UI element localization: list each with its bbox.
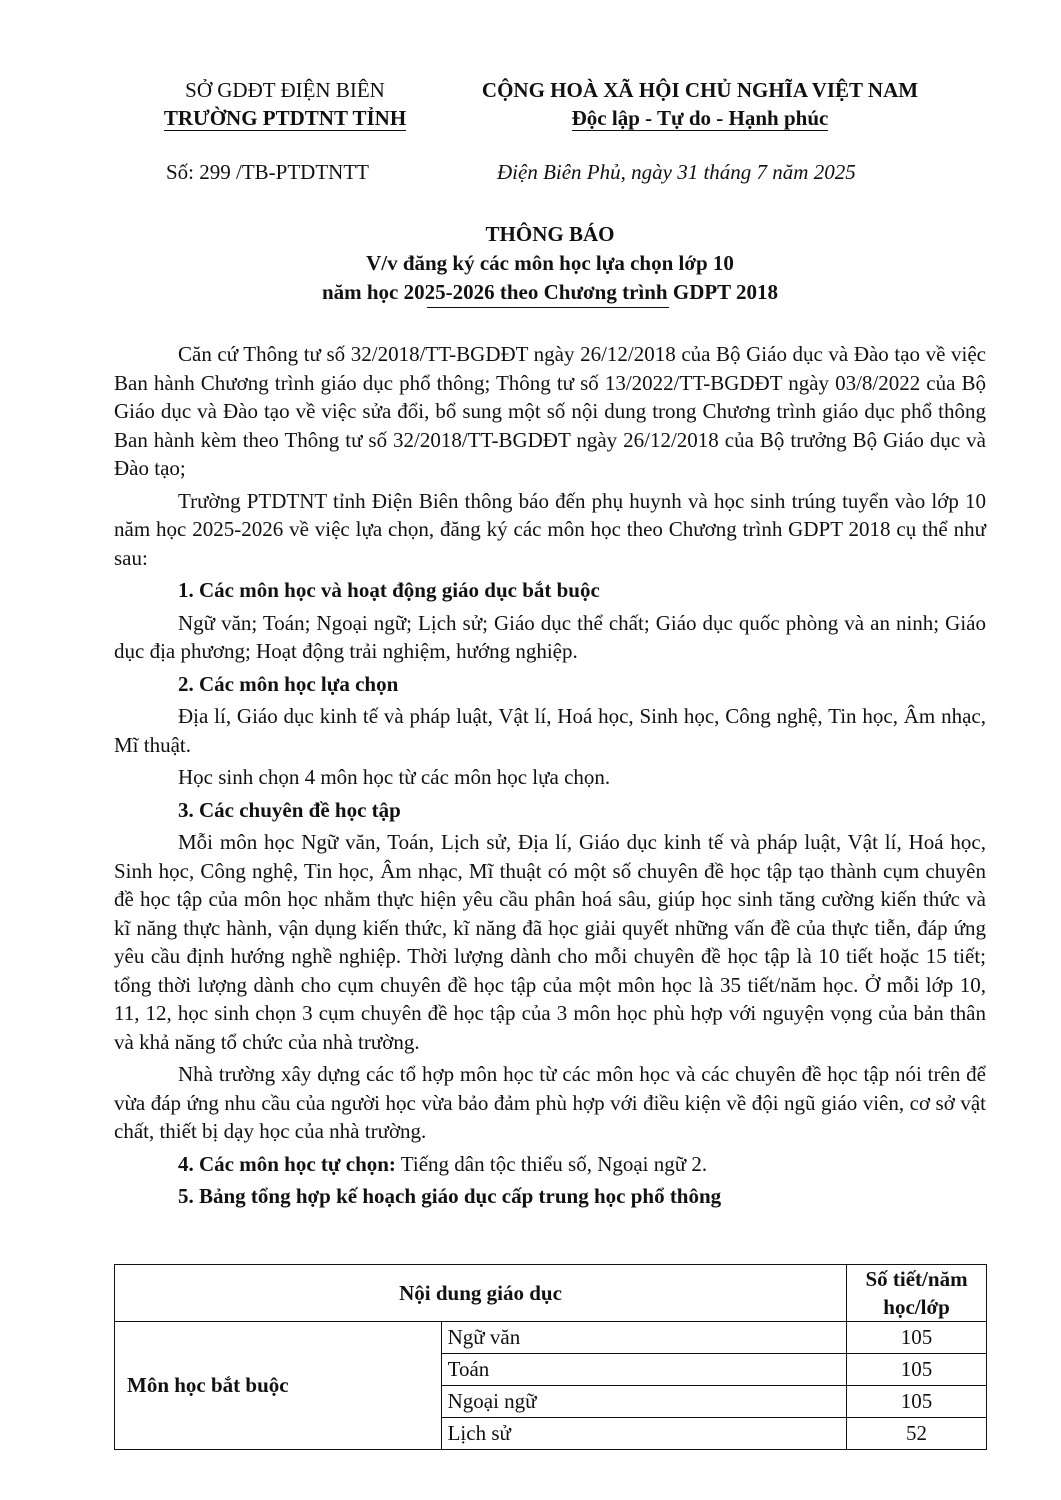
doc-number-suffix: /TB-PTDTNTT <box>236 160 369 184</box>
paragraph-legal-basis: Căn cứ Thông tư số 32/2018/TT-BGDĐT ngày 26/12/2018 của Bộ Giáo dục và Đào tạo về việc Ban hành Chương trình giáo dục phổ thông; Thông tư số 13/2022/TT-BGDĐT ngày 03/8/2022 của Bộ Giáo dục và Đào tạo về việc sửa đổi, bổ sung một số nội dung trong Chương trình giáo dục phổ thông Ban hành kèm theo Thông tư số 32/2018/TT-BGDĐT ngày 26/12/2018 của Bộ trưởng Bộ Giáo dục và Đào tạo; <box>114 342 986 480</box>
motto-text: Độc lập - Tự do - Hạnh phúc <box>571 106 829 130</box>
date-place: Điện Biên Phủ, ngày <box>497 160 672 184</box>
header-periods: Số tiết/năm học/lớp <box>847 1265 987 1322</box>
title-main: THÔNG BÁO <box>485 222 615 246</box>
periods-cell: 52 <box>847 1418 987 1450</box>
heading-section-4: 4. Các môn học tự chọn: <box>178 1151 396 1176</box>
education-plan-table <box>114 1264 987 1450</box>
document-number <box>166 160 369 185</box>
paragraph-topics: Mỗi môn học Ngữ văn, Toán, Lịch sử, Địa lí, Giáo dục kinh tế và pháp luật, Vật lí, Hoá học, Sinh học, Công nghệ, Tin học, Âm nhạc, Mĩ thuật có một số chuyên đề học tập tạo thành cụm chuyên đề học tập của môn học nhằm thực hiện yêu cầu phân hoá sâu, giúp học sinh tăng cường kiến thức và kĩ năng thực hành, vận dụng kiến thức, kĩ năng đã học giải quyết những vấn đề của thực tiễn, đáp ứng yêu cầu định hướng nghề nghiệp. Thời lượng dành cho mỗi chuyên đề học tập là 10 tiết hoặc 15 tiết; tổng thời lượng dành cho cụm chuyên đề học tập của một môn học là 35 tiết/năm học. Ở mỗi lớp 10, 11, 12, học sinh chọn 3 cụm chuyên đề học tập của 3 môn học phù hợp với nguyện vọng của bản thân và khả năng tổ chức của nhà trường. <box>114 830 986 1054</box>
issue-date <box>497 160 856 185</box>
subject-cell: Toán <box>441 1354 846 1386</box>
subject-cell: Ngữ văn <box>441 1322 846 1354</box>
paragraph-elective-subjects: Địa lí, Giáo dục kinh tế và pháp luật, Vật lí, Hoá học, Sinh học, Công nghệ, Tin học, Âm nhạc, Mĩ thuật. <box>114 704 986 757</box>
periods-cell: 105 <box>847 1386 987 1418</box>
heading-section-2: 2. Các môn học lựa chọn <box>178 671 399 696</box>
paragraph-announcement: Trường PTDTNT tỉnh Điện Biên thông báo đến phụ huynh và học sinh trúng tuyển vào lớp 10 năm học 2025-2026 về việc lựa chọn, đăng ký các môn học theo Chương trình GDPT 2018 cụ thể như sau: <box>114 488 986 570</box>
motto <box>440 104 960 132</box>
heading-section-3: 3. Các chuyên đề học tập <box>178 797 401 822</box>
subject-cell: Ngoại ngữ <box>441 1386 846 1418</box>
table-header-row <box>115 1265 987 1322</box>
issuer-block <box>130 76 440 132</box>
periods-cell: 105 <box>847 1354 987 1386</box>
org-parent: SỞ GDĐT ĐIỆN BIÊN <box>185 78 385 102</box>
header-content: Nội dung giáo dục <box>115 1265 847 1322</box>
paragraph-mandatory-subjects: Ngữ văn; Toán; Ngoại ngữ; Lịch sử; Giáo dục thể chất; Giáo dục quốc phòng và an ninh; Giáo dục địa phương; Hoạt động trải nghiệm, hướng nghiệp. <box>114 610 986 663</box>
document-body <box>114 340 986 1215</box>
doc-number-value: 299 <box>199 160 231 184</box>
heading-section-1: 1. Các môn học và hoạt động giáo dục bắt buộc <box>178 578 600 602</box>
date-rest: tháng 7 năm 2025 <box>703 160 856 184</box>
title-line-2: năm học 2025-2026 theo Chương trình GDPT 2018 <box>321 280 779 304</box>
heading-section-5: 5. Bảng tổng hợp kế hoạch giáo dục cấp trung học phổ thông <box>178 1184 722 1208</box>
org-name-text: TRƯỜNG PTDTNT TỈNH <box>163 106 407 130</box>
date-day: 31 <box>677 160 699 184</box>
section-4-text: Tiếng dân tộc thiểu số, Ngoại ngữ 2. <box>395 1151 708 1176</box>
national-header <box>440 76 960 132</box>
periods-cell: 105 <box>847 1322 987 1354</box>
paragraph-combinations: Nhà trường xây dựng các tổ hợp môn học từ các môn học và các chuyên đề học tập nói trên để vừa đáp ứng nhu cầu của người học vừa bảo đảm phù hợp với điều kiện về đội ngũ giáo viên, cơ sở vật chất, thiết bị dạy học của nhà trường. <box>114 1062 986 1143</box>
title-line-1: V/v đăng ký các môn học lựa chọn lớp 10 <box>366 251 734 275</box>
title-underline <box>427 307 669 308</box>
doc-number-prefix: Số: <box>166 160 195 184</box>
paragraph-section-4 <box>114 1150 986 1179</box>
paragraph-choose-four: Học sinh chọn 4 môn học từ các môn học lựa chọn. <box>178 765 611 789</box>
org-name <box>130 104 440 132</box>
country-name: CỘNG HOÀ XÃ HỘI CHỦ NGHĨA VIỆT NAM <box>481 78 919 102</box>
table-row <box>115 1322 987 1354</box>
document-title <box>112 220 988 307</box>
subject-cell: Lịch sử <box>441 1418 846 1450</box>
group-label: Môn học bắt buộc <box>115 1322 442 1450</box>
